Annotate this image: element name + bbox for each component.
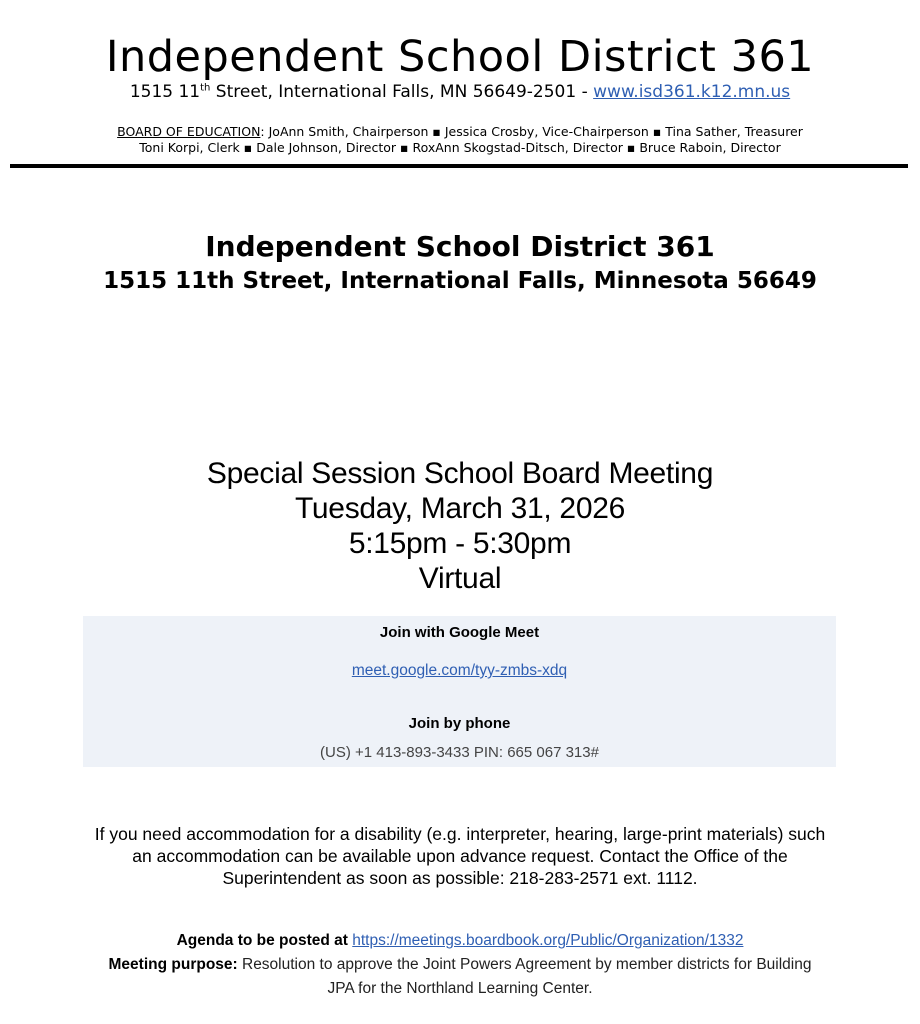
join-by-phone-heading: Join by phone <box>408 715 511 732</box>
board-members-text-1: : JoAnn Smith, Chairperson ▪ Jessica Crosby, Vice-Chairperson ▪ Tina Sather, Treasurer <box>260 124 803 139</box>
meeting-title: Special Session School Board Meeting <box>206 457 714 490</box>
agenda-notice <box>0 930 920 952</box>
district-heading: Independent School District 361 <box>205 230 715 263</box>
meeting-format: Virtual <box>418 562 502 595</box>
board-members-line-2: Toni Korpi, Clerk ▪ Dale Johnson, Director ▪ RoxAnn Skogstad-Ditsch, Director ▪ Bruce Raboin, Director <box>139 140 781 155</box>
phone-dial-in: (US) +1 413-893-3433 PIN: 665 067 313# <box>320 744 599 761</box>
meeting-purpose <box>60 953 860 1001</box>
address-suffix: Street, International Falls, MN 56649-2501 - <box>210 82 594 102</box>
google-meet-link-row <box>83 661 836 681</box>
district-address-heading: 1515 11th Street, International Falls, Minnesota 56649 <box>103 268 817 294</box>
address-prefix: 1515 11 <box>129 82 201 102</box>
address-superscript: th <box>200 82 211 94</box>
purpose-line-2 <box>60 977 860 1001</box>
accommodation-notice <box>70 823 850 889</box>
agenda-label: Agenda to be posted at <box>176 932 353 949</box>
meeting-time: 5:15pm - 5:30pm <box>348 527 572 560</box>
meeting-details <box>0 456 920 596</box>
letterhead-divider <box>10 164 908 168</box>
letterhead-address <box>0 80 920 104</box>
join-info-box <box>83 616 836 767</box>
board-members-line-1 <box>0 124 920 140</box>
purpose-text-1: Resolution to approve the Joint Powers Agreement by member districts for Building <box>237 956 812 973</box>
purpose-line-1 <box>60 953 860 977</box>
website-link[interactable]: www.isd361.k12.mn.us <box>593 82 791 102</box>
google-meet-heading: Join with Google Meet <box>379 624 540 641</box>
accommodation-line-3: Superintendent as soon as possible: 218-283-2571 ext. 1112. <box>222 868 698 888</box>
google-meet-link[interactable]: meet.google.com/tyy-zmbs-xdq <box>351 662 568 679</box>
meeting-date: Tuesday, March 31, 2026 <box>295 492 625 525</box>
accommodation-line-1: If you need accommodation for a disability (e.g. interpreter, hearing, large-print materials) such <box>94 824 826 844</box>
agenda-link[interactable]: https://meetings.boardbook.org/Public/Organization/1332 <box>352 932 744 949</box>
board-label: BOARD OF EDUCATION <box>117 124 261 139</box>
letterhead-title: Independent School District 361 <box>105 32 815 82</box>
purpose-label: Meeting purpose: <box>108 956 238 973</box>
accommodation-line-2: an accommodation can be available upon advance request. Contact the Office of the <box>132 846 788 866</box>
purpose-text-2: JPA for the Northland Learning Center. <box>327 980 593 997</box>
